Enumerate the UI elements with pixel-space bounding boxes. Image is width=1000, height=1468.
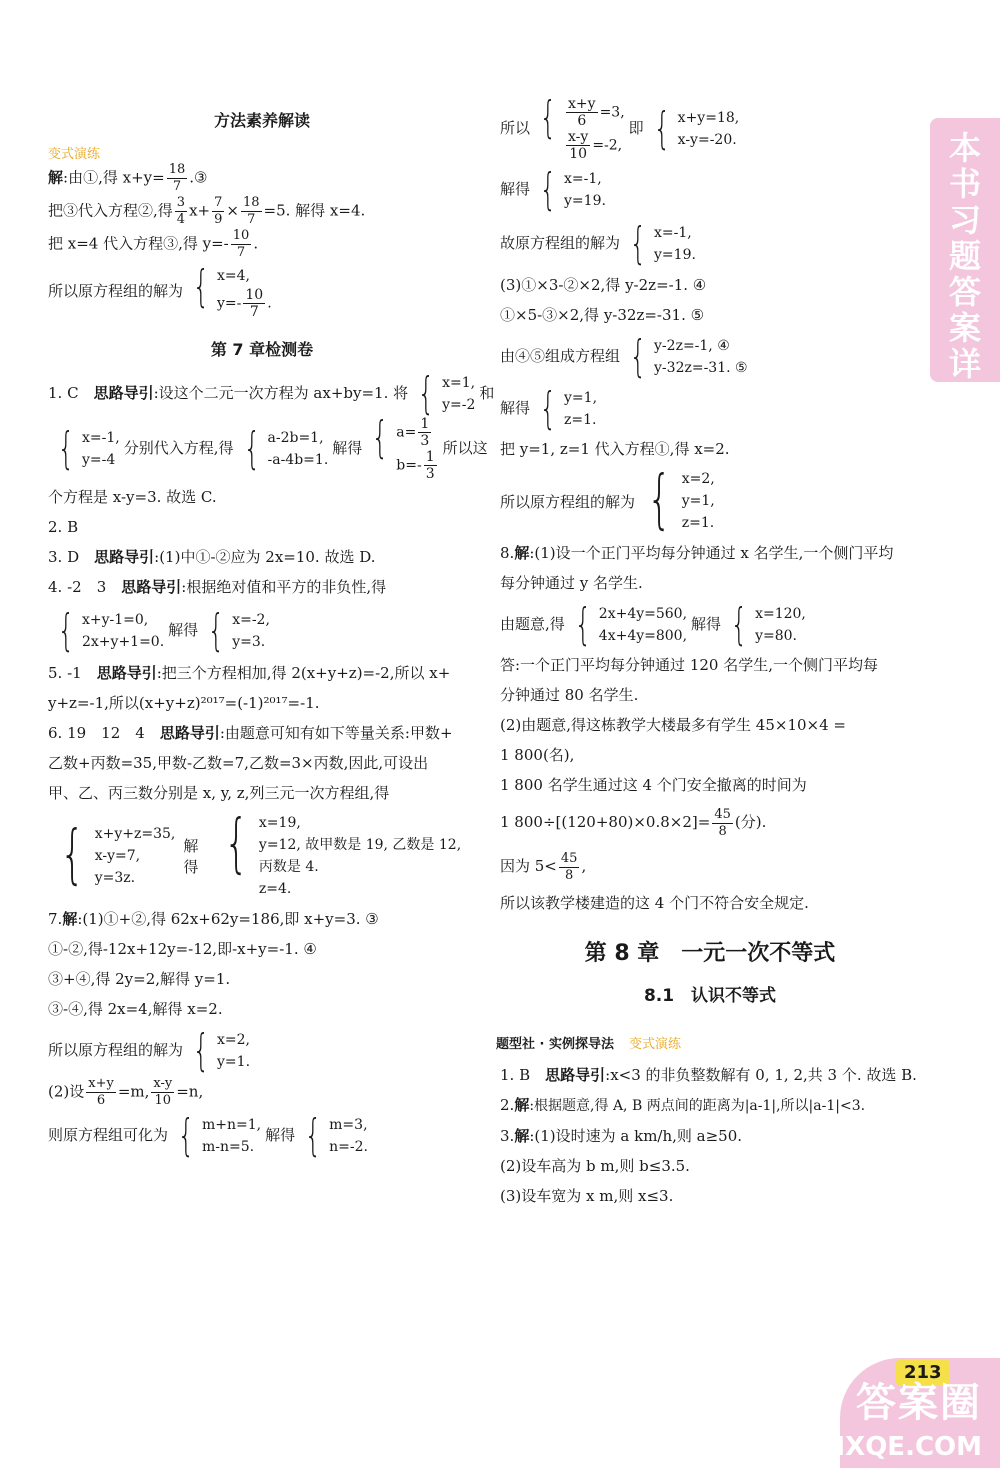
question-8-line: 所以该教学楼建造的这 4 个门不符合安全规定. [500,894,809,912]
watermark-logo: 答案圈 [856,1380,982,1426]
question-6-cont: 甲、乙、丙三数分别是 x, y, z,列三元一次方程组,得 [48,784,390,802]
page-number: 213 [896,1360,950,1385]
question-1-cont: { x=-1, y=-4 分别代入方程,得 { a-2b=1, -a-4b=1. 解得 { a= $\frac{1}{3}$ b=- $\frac{1}{3}$ 所以这 [57,412,488,482]
question-7: 7.解:(1)①+②,得 62x+62y=186,即 x+y=3. ③ [48,910,379,928]
question-4-cont: { x+y-1=0, 2x+y+1=0. 解得 { x=-2, y=3. [57,605,270,656]
right-column [496,92,920,1211]
solution-line: 所以原方程组的解为 { x=4, y=- $\frac{10}{7}$ . [48,260,272,320]
question-3: 3. D 思路导引:(1)中①-②应为 2x=10. 故选 D. [48,548,376,566]
question-7-line: ③+④,得 2y=2,解得 y=1. [48,970,231,988]
watermark-url: MXQE.COM [819,1432,982,1462]
question-1-end: 个方程是 x-y=3. 故选 C. [48,488,217,506]
solution-line: 把 y=1, z=1 代入方程①,得 x=2. [500,440,730,458]
left-column [48,100,495,1161]
subchapter-heading: 8.1 认识不等式 [643,986,777,1006]
question-8-line: (2)由题意,得这栋教学大楼最多有学生 45×10×4 = [500,716,846,734]
question-8-line: 1 800÷[(120+80)×0.8×2]= $\frac{45}{8}$ (分). [500,806,767,839]
answer-2: 2.解:根据题意,得 A, B 两点间的距离为|a-1|,所以|a-1|<3. [500,1096,866,1114]
question-8-line: 1 800 名学生通过这 4 个门安全撤离的时间为 [500,776,807,794]
section-title-chapter7-test: 第 7 章检测卷 [210,340,314,359]
question-1: 1. C 思路导引:设这个二元一次方程为 ax+by=1. 将 { x=1, y=-2 和 [48,368,495,419]
question-2: 2. B [48,518,79,536]
solution-line: 所以原方程组的解为 { x=2, y=1, z=1. [500,463,715,537]
question-6-systems: { x+y+z=35, x-y=7, y=3z. 解得 { x=19, y=12, 故甲数是 19, 乙数是 12, 丙数是 4. z=4. [60,807,462,897]
question-8-line: 答:一个正门平均每分钟通过 120 名学生,一个侧门平均每 [500,656,878,674]
solution-line: ①×5-③×2,得 y-32z=-31. ⑤ [500,306,705,324]
question-7-line: 则原方程组可化为 { m+n=1, m-n=5. 解得 { m=3, n=-2. [48,1110,368,1161]
question-7-line: ①-②,得-12x+12y=-12,即-x+y=-1. ④ [48,940,317,958]
chapter-heading: 第 8 章 一元一次不等式 [584,941,836,966]
question-7-line: ③-④,得 2x=4,解得 x=2. [48,1000,223,1018]
solution-line: 解得 { x=-1, y=19. [500,164,606,215]
equation-system: { x=4, y=- $\frac{10}{7}$ . [192,260,272,320]
answer-3-line: (3)设车宽为 x m,则 x≤3. [500,1187,674,1205]
solution-line: 把③代入方程②,得 $\frac{3}{4}$ x+ $\frac{7}{9}$ × $\frac{18}{7}$ =5. 解得 x=4. [48,195,366,227]
tag-variant-practice: 变式演练 [48,147,101,162]
question-8-line: 分钟通过 80 名学生. [500,686,639,704]
solution-line: 解得 { y=1, z=1. [500,383,598,434]
section-label: 题型社 · 实例探导法 变式演练 [496,1037,682,1052]
question-5-cont: y+z=-1,所以(x+y+z)²⁰¹⁷=(-1)²⁰¹⁷=-1. [48,694,320,712]
question-8-line: 每分钟通过 y 名学生. [500,574,643,592]
solution-line: 把 x=4 代入方程③,得 y=- $\frac{10}{7}$ . [48,228,259,260]
question-7-line: 所以原方程组的解为 { x=2, y=1. [48,1025,251,1076]
question-7-line: (2)设 $\frac{x+y}{6}$ =m, $\frac{x-y}{10}$ =n, [48,1076,204,1108]
solution-line: 故原方程组的解为 { x=-1, y=19. [500,218,696,269]
question-8-line: 因为 5< $\frac{45}{8}$ , [500,850,587,883]
question-8-line: 1 800(名), [500,746,575,764]
question-6-cont: 乙数+丙数=35,甲数-乙数=7,乙数=3×丙数,因此,可设出 [48,754,429,772]
section-title-method: 方法素养解读 [213,111,310,130]
answer-3-line: (2)设车高为 b m,则 b≤3.5. [500,1157,690,1175]
side-tab [930,118,1000,419]
solution-line: 解:由①,得 x+y= $\frac{18}{7}$ .③ [48,162,208,194]
answer-3: 3.解:(1)设时速为 a km/h,则 a≥50. [500,1127,743,1145]
question-4: 4. -2 3 思路导引:根据绝对值和平方的非负性,得 [48,578,387,596]
question-8-line: 由题意,得 { 2x+4y=560, 4x+4y=800, 解得 { x=120, y=80. [500,599,806,650]
question-5: 5. -1 思路导引:把三个方程相加,得 2(x+y+z)=-2,所以 x+ [48,664,451,682]
solution-line: 由④⑤组成方程组 { y-2z=-1, ④ y-32z=-31. ⑤ [500,331,748,382]
answer-1: 1. B 思路导引:x<3 的非负整数解有 0, 1, 2,共 3 个. 故选 B. [500,1066,917,1084]
solution-line: 所以 { $\frac{x+y}{6}$ =3, $\frac{x-y}{10}$ =-2, 即 { x+y=18, x-y=-20. [500,92,740,162]
solution-line: (3)①×3-②×2,得 y-2z=-1. ④ [500,276,707,294]
question-8: 8.解:(1)设一个正门平均每分钟通过 x 名学生,一个侧门平均 [500,544,894,562]
side-tab-label: 本书习题答案详解 [948,129,981,419]
question-6: 6. 19 12 4 思路导引:由题意可知有如下等量关系:甲数+ [48,724,453,742]
